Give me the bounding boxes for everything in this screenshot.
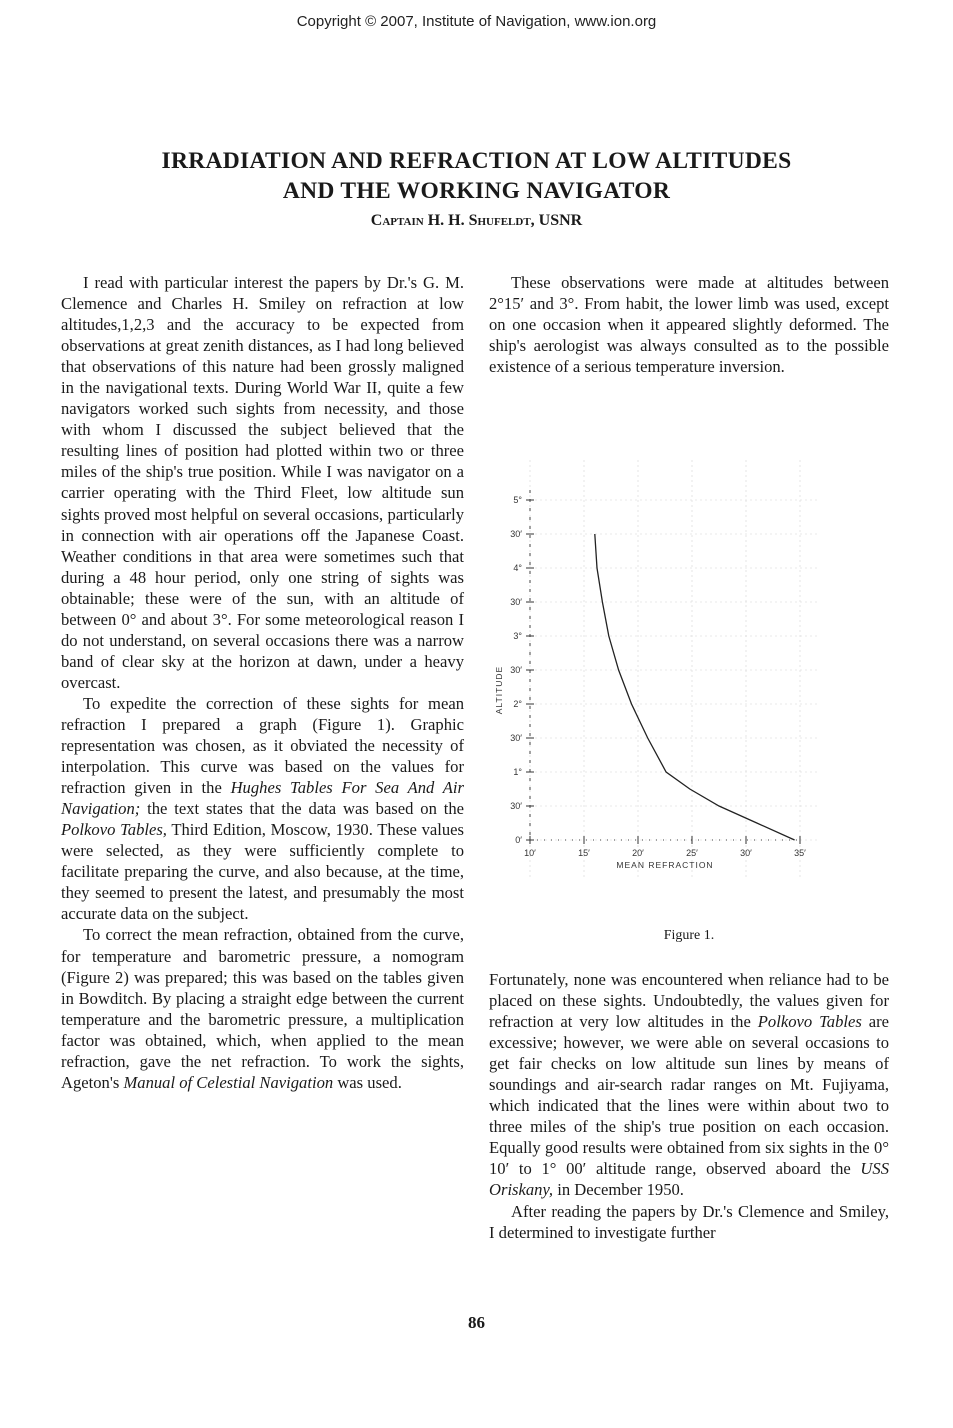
italic-title: Manual of Celestial Navigation [123,1072,334,1092]
figure-caption: Figure 1. [663,928,715,943]
author-initials: H. H. [427,212,465,229]
y-axis-title: ALTITUDE [494,665,504,715]
italic-title: Polkovo Tables, [61,820,167,840]
text-run: the text states that the data was based on the [140,799,464,819]
x-axis-title: MEAN REFRACTION [616,860,714,870]
y-tick-label: 30′ [510,801,522,811]
author-byline [0,212,953,230]
text-run: To correct the mean refraction, obtained from the curve, for temperature and barometric pressure, a nomogram (Figure 2) was prepared; this was based on the tables given in Bowditch. By placing a straight edge between the current temperature and the barometric pressure, a multiplication factor was obtained, which, when applied to the mean refraction, gave the net refraction. To work the sights, Ageton's [61,925,464,1092]
right-column-top [489,272,889,377]
author-rank: Captain [370,212,424,229]
y-tick-label: 30′ [510,597,522,607]
paragraph: After reading the papers by Dr.'s Clemence and Smiley, I determined to investigate further [489,1201,889,1242]
copyright-notice: Copyright © 2007, Institute of Navigation, www.ion.org [296,13,657,30]
paragraph [489,969,889,1201]
y-tick-label: 30′ [510,529,522,539]
x-tick-label: 30′ [740,848,752,858]
author-suffix: USNR [538,212,583,229]
text-run: in December 1950. [553,1180,684,1200]
author-surname: Shufeldt, [468,212,535,229]
y-tick-label: 30′ [510,665,522,675]
x-tick-label: 10′ [524,848,536,858]
article-title [0,146,953,206]
y-tick-label: 4° [513,563,522,573]
text-run: Third Edition, Moscow, 1930. These values were selected, as they were sufficiently complete to facilitate preparing the curve, and also because, at the time, they seemed to present the latest, and presumably the most accurate data on the subject. [61,820,464,924]
y-tick-label: 2° [513,699,522,709]
italic-title: Polkovo Tables [757,1012,862,1032]
paragraph [61,924,464,1092]
x-tick-label: 20′ [632,848,644,858]
title-line-1: IRRADIATION AND REFRACTION AT LOW ALTITUDES [161,148,792,174]
y-tick-label: 3° [513,631,522,641]
x-tick-label: 25′ [686,848,698,858]
text-run: was used. [333,1072,402,1092]
italic-title: USS Oriskany, [489,1159,889,1200]
title-line-2: AND THE WORKING NAVIGATOR [282,178,671,204]
y-tick-label: 1° [513,767,522,777]
text-run: are excessive; however, we were able on several occasions to get fair checks on low altitude sun lines by means of soundings and air-search radar ranges on Mt. Fujiyama, which indicated that the lines were within about two to three miles of the ship's true position on each occasion. Equally good results were obtained from six sights in the 0° 10′ to 1° 00′ altitude range, observed aboard the [489,1012,890,1179]
x-tick-label: 15′ [578,848,590,858]
text-run: Fortunately, none was encountered when reliance had to be placed on these sights. Undoubtedly, the values given for refraction at very low altitudes in the [489,970,889,1032]
italic-title: Hughes Tables For Sea And Air Navigation; [61,778,464,819]
left-column [61,272,464,1093]
y-tick-label: 5° [513,495,522,505]
paragraph [61,693,464,925]
paragraph: I read with particular interest the papers by Dr.'s G. M. Clemence and Charles H. Smiley on refraction at low altitudes,1,2,3 and the accuracy to be expected from observations at great zenith distances, as I had long believed that observations of this nature had been grossly maligned in the navigational texts. During World War II, quite a few navigators worked such sights from necessity, and those with whom I discussed the subject believed that the resulting lines of position had plotted within two or three miles of the ship's true position. While I was navigator on a carrier operating with the Third Fleet, low altitude sun sights proved most helpful on several occasions, particularly in connection with air operations off the Japanese Coast. Weather conditions in that area were sometimes such that during a 48 hour period, only one string of sights was obtainable; these were of the sun, with an altitude of between 0° and about 3°. For some meteorological reason I do not understand, on several occasions there was a narrow band of clear sky at the horizon at dawn, under a heavy overcast. [61,273,464,692]
y-tick-label: 30′ [510,733,522,743]
y-tick-label: 0′ [515,835,522,845]
paragraph: These observations were made at altitudes between 2°15′ and 3°. From habit, the lower limb was used, except on one occasion when it appeared slightly deformed. The ship's aerologist was always consulted as to the possible existence of a serious temperature inversion. [489,273,889,377]
text-run: To expedite the correction of these sights for mean refraction I prepared a graph (Figure 1). Graphic representation was chosen, as it obviated the necessity of interpolation. This curve was based on the values for refraction given in the [61,693,464,798]
refraction-curve [595,534,795,840]
page-number: 86 [468,1313,485,1332]
x-tick-label: 35′ [794,848,806,858]
right-column-bottom [489,969,889,1243]
refraction-chart [490,440,820,890]
